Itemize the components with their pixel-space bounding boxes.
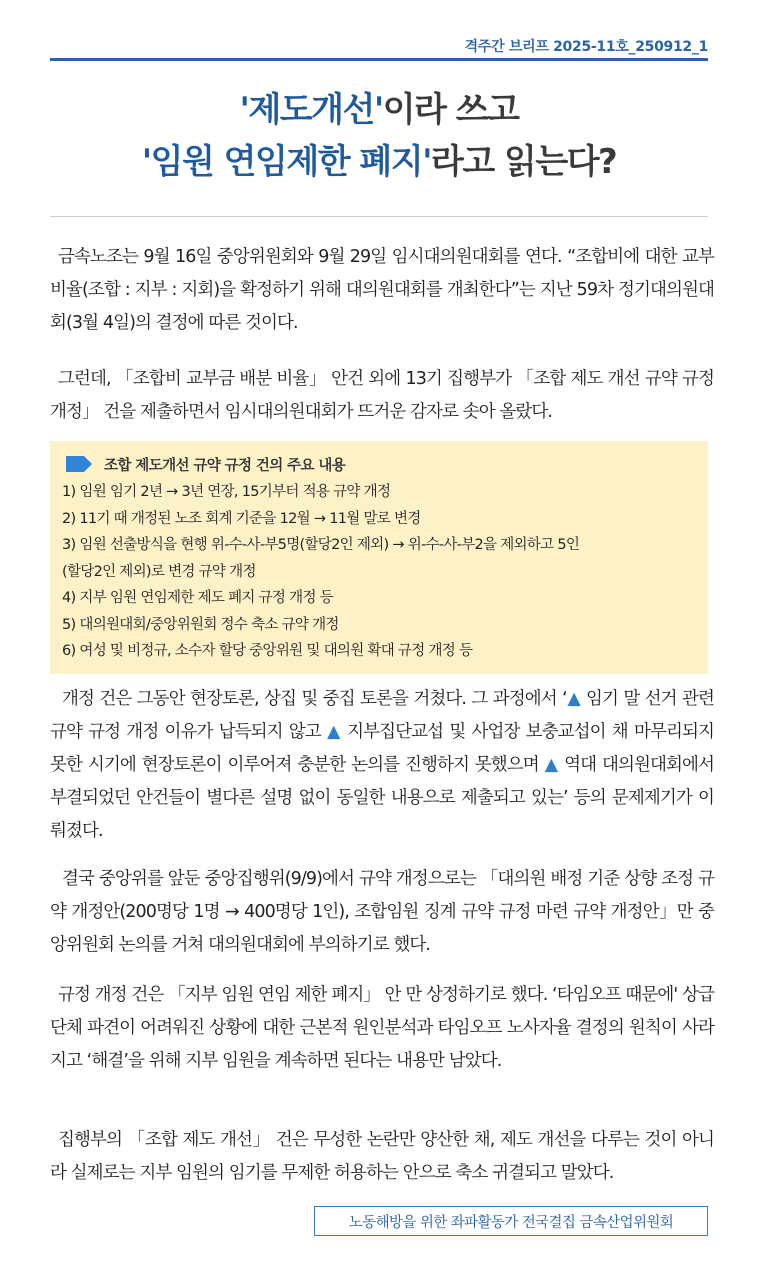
title-line-1 — [0, 84, 758, 136]
paragraph-2: 그런데, 「조합비 교부금 배분 비율」 안건 외에 13기 집행부가 「조합 제도 개선 규약 규정 개정」 건을 제출하면서 임시대의원대회가 뜨거운 감자로 솟아 올랐다. — [50, 369, 714, 422]
title-line-2 — [0, 136, 758, 188]
key-points-header — [66, 454, 345, 474]
header-rule — [50, 58, 708, 61]
organization-badge: 노동해방을 위한 좌파활동가 전국결집 금속산업위원회 — [314, 1206, 708, 1236]
list-item: 1) 임원 임기 2년 → 3년 연장, 15기부터 적용 규약 개정 — [62, 484, 391, 500]
issue-label: 격주간 브리프 2025-11호_250912_1 — [464, 39, 708, 55]
arrow-tag-icon — [66, 456, 92, 472]
paragraph-3 — [50, 683, 714, 848]
list-item: (할당2인 제외)로 변경 규약 개정 — [62, 563, 256, 580]
title-rest-1: 이라 쓰고 — [382, 90, 519, 130]
paragraph-3-part-a: 개정 건은 그동안 현장토론, 상집 및 중집 토론을 거쳤다. 그 과정에서 ‘ — [62, 689, 567, 709]
list-item: 6) 여성 및 비정규, 소수자 할당 중앙위원 및 대의원 확대 규정 개정 등 — [62, 643, 473, 659]
title-divider — [50, 216, 708, 217]
paragraph-5: 규정 개정 건은 「지부 임원 연임 제한 폐지」 안 만 상정하기로 했다. ‘타임오프 때문에' 상급단체 파견이 어려워진 상황에 대한 근본적 원인분석과 타임오프 노사자율 결정의 원칙이 사라지고 ‘해결’을 위해 지부 임원을 계속하면 된다는 내용만 남았다. — [50, 985, 714, 1071]
key-points-title: 조합 제도개선 규약 규정 건의 주요 내용 — [104, 457, 346, 474]
list-item: 2) 11기 때 개정된 노조 회계 기준을 12월 → 11월 말로 변경 — [62, 510, 421, 527]
paragraph-6: 집행부의 「조합 제도 개선」 건은 무성한 논란만 양산한 채, 제도 개선을 다루는 것이 아니라 실제로는 지부 임원의 임기를 무제한 허용하는 안으로 축소 귀결되고 말았다. — [50, 1130, 714, 1183]
title-highlight-2: '임원 연임제한 폐지' — [141, 142, 431, 182]
list-item: 5) 대의원대회/중앙위원회 정수 축소 규약 개정 — [62, 616, 339, 633]
key-points-list — [62, 479, 702, 665]
paragraph-1: 금속노조는 9월 16일 중앙위원회와 9월 29일 임시대의원대회를 연다. “조합비에 대한 교부 비율(조합 : 지부 : 지회)을 확정하기 위해 대의원대회를 개최한다”는 지난 59차 정기대의원대회(3월 4일)의 결정에 따른 것이다. — [50, 247, 714, 333]
page-title — [0, 84, 758, 188]
list-item: 3) 임원 선출방식을 현행 위-수-사-부5명(할당2인 제외) → 위-수-사-부2을 제외하고 5인 — [62, 537, 580, 553]
triangle-bullet-icon: ▲ — [326, 722, 341, 742]
title-rest-2: 라고 읽는다? — [430, 142, 617, 182]
title-highlight-1: '제도개선' — [239, 90, 383, 130]
key-points-box — [50, 441, 708, 674]
paragraph-3-part-b: 임기 말 선거 관련 규약 규정 개정 이유가 납득되지 않고 — [50, 689, 715, 742]
triangle-bullet-icon: ▲ — [566, 689, 581, 709]
paragraph-3-part-c: 지부집단교섭 및 사업장 보충교섭이 채 마무리되지 못한 시기에 현장토론이 이루어져 충분한 논의를 진행하지 못했으며 — [50, 722, 714, 775]
paragraph-4: 결국 중앙위를 앞둔 중앙집행위(9/9)에서 규약 개정으로는 「대의원 배정 기준 상향 조정 규약 개정안(200명당 1명 → 400명당 1인), 조합임원 징계 규약 규정 마련 규약 개정안」만 중앙위원회 논의를 거쳐 대의원대회에 부의하기로 했다. — [50, 869, 714, 955]
triangle-bullet-icon: ▲ — [544, 755, 559, 775]
list-item: 4) 지부 임원 연임제한 제도 폐지 규정 개정 등 — [62, 590, 333, 606]
paragraph-3-part-d: 역대 대의원대회에서 부결되었던 안건들이 별다른 설명 없이 동일한 내용으로 제출되고 있는’ 등의 문제제기가 이뤄졌다. — [50, 755, 715, 841]
